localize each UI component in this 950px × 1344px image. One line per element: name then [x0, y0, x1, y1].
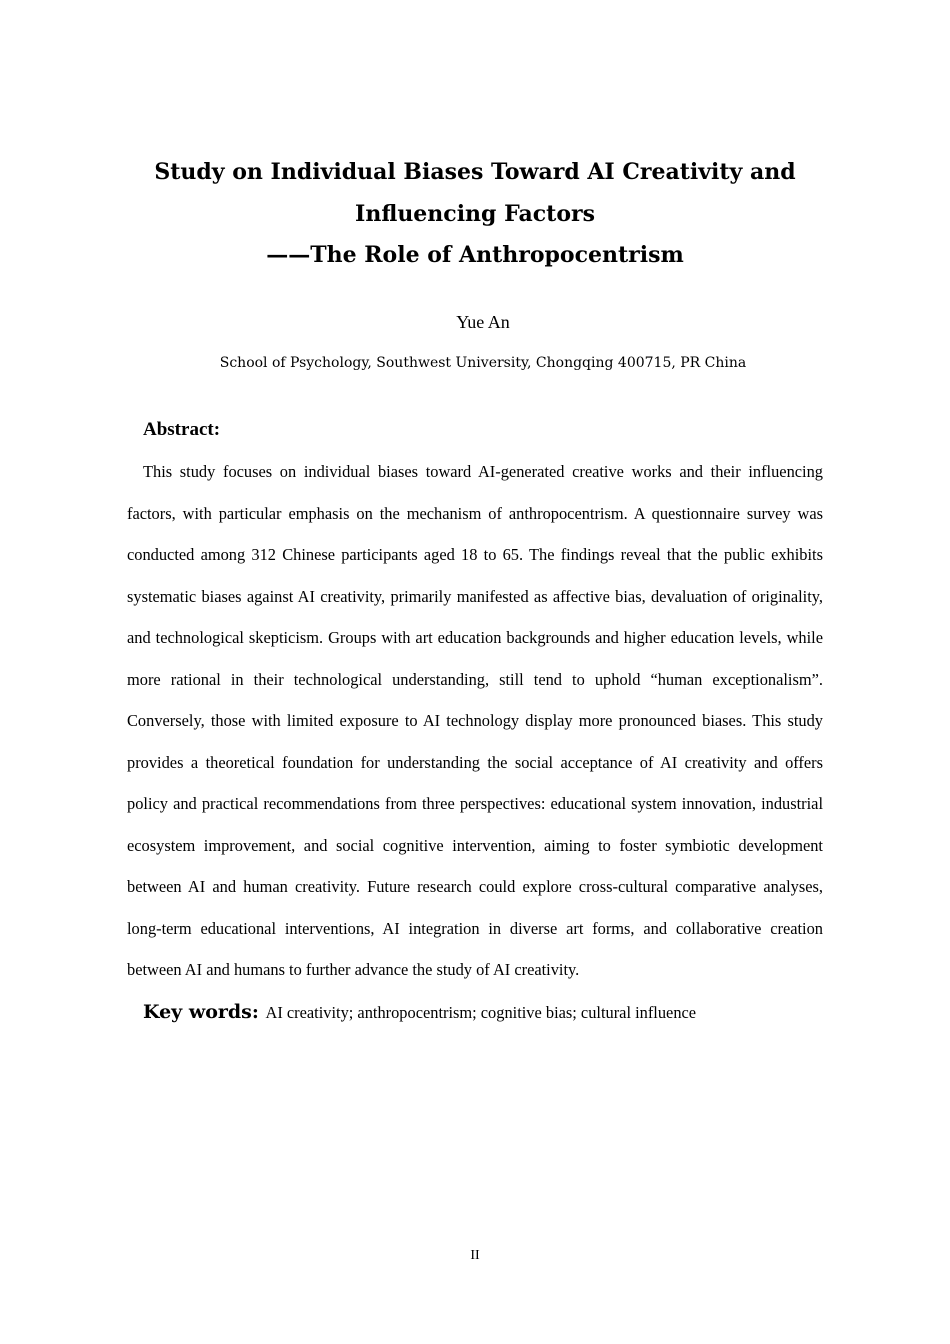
keywords	[143, 997, 696, 1029]
paper-title	[0, 152, 950, 277]
keywords-label: Key words:	[143, 1001, 266, 1023]
author-affiliation: School of Psychology, Southwest University, Chongqing 400715, PR China	[219, 355, 747, 371]
page-number: II	[470, 1248, 480, 1263]
title-line-2: Influencing Factors	[355, 200, 595, 227]
author-name: Yue An	[456, 312, 510, 332]
abstract-body: This study focuses on individual biases toward AI-generated creative works and their influencing factors, with particular emphasis on the mechanism of anthropocentrism. A questionnaire survey was conducted among 312 Chinese participants aged 18 to 65. The findings reveal that the public exhibits systematic biases against AI creativity, primarily manifested as affective bias, devaluation of originality, and technological skepticism. Groups with art education backgrounds and higher education levels, while more rational in their technological understanding, still tend to uphold “human exceptionalism”. Conversely, those with limited exposure to AI technology display more pronounced biases. This study provides a theoretical foundation for understanding the social acceptance of AI creativity and offers policy and practical recommendations from three perspectives: educational system innovation, industrial ecosystem improvement, and social cognitive intervention, aiming to foster symbiotic development between AI and human creativity. Future research could explore cross-cultural comparative analyses, long-term educational interventions, AI integration in diverse art forms, and collaborative creation between AI and humans to further advance the study of AI creativity.	[127, 462, 823, 979]
keywords-text: AI creativity; anthropocentrism; cognitive bias; cultural influence	[265, 1003, 697, 1022]
paper-subtitle: ——The Role of Anthropocentrism	[266, 242, 684, 268]
abstract-heading: Abstract:	[143, 419, 221, 440]
title-line-1: Study on Individual Biases Toward AI Creativity and	[154, 159, 796, 185]
